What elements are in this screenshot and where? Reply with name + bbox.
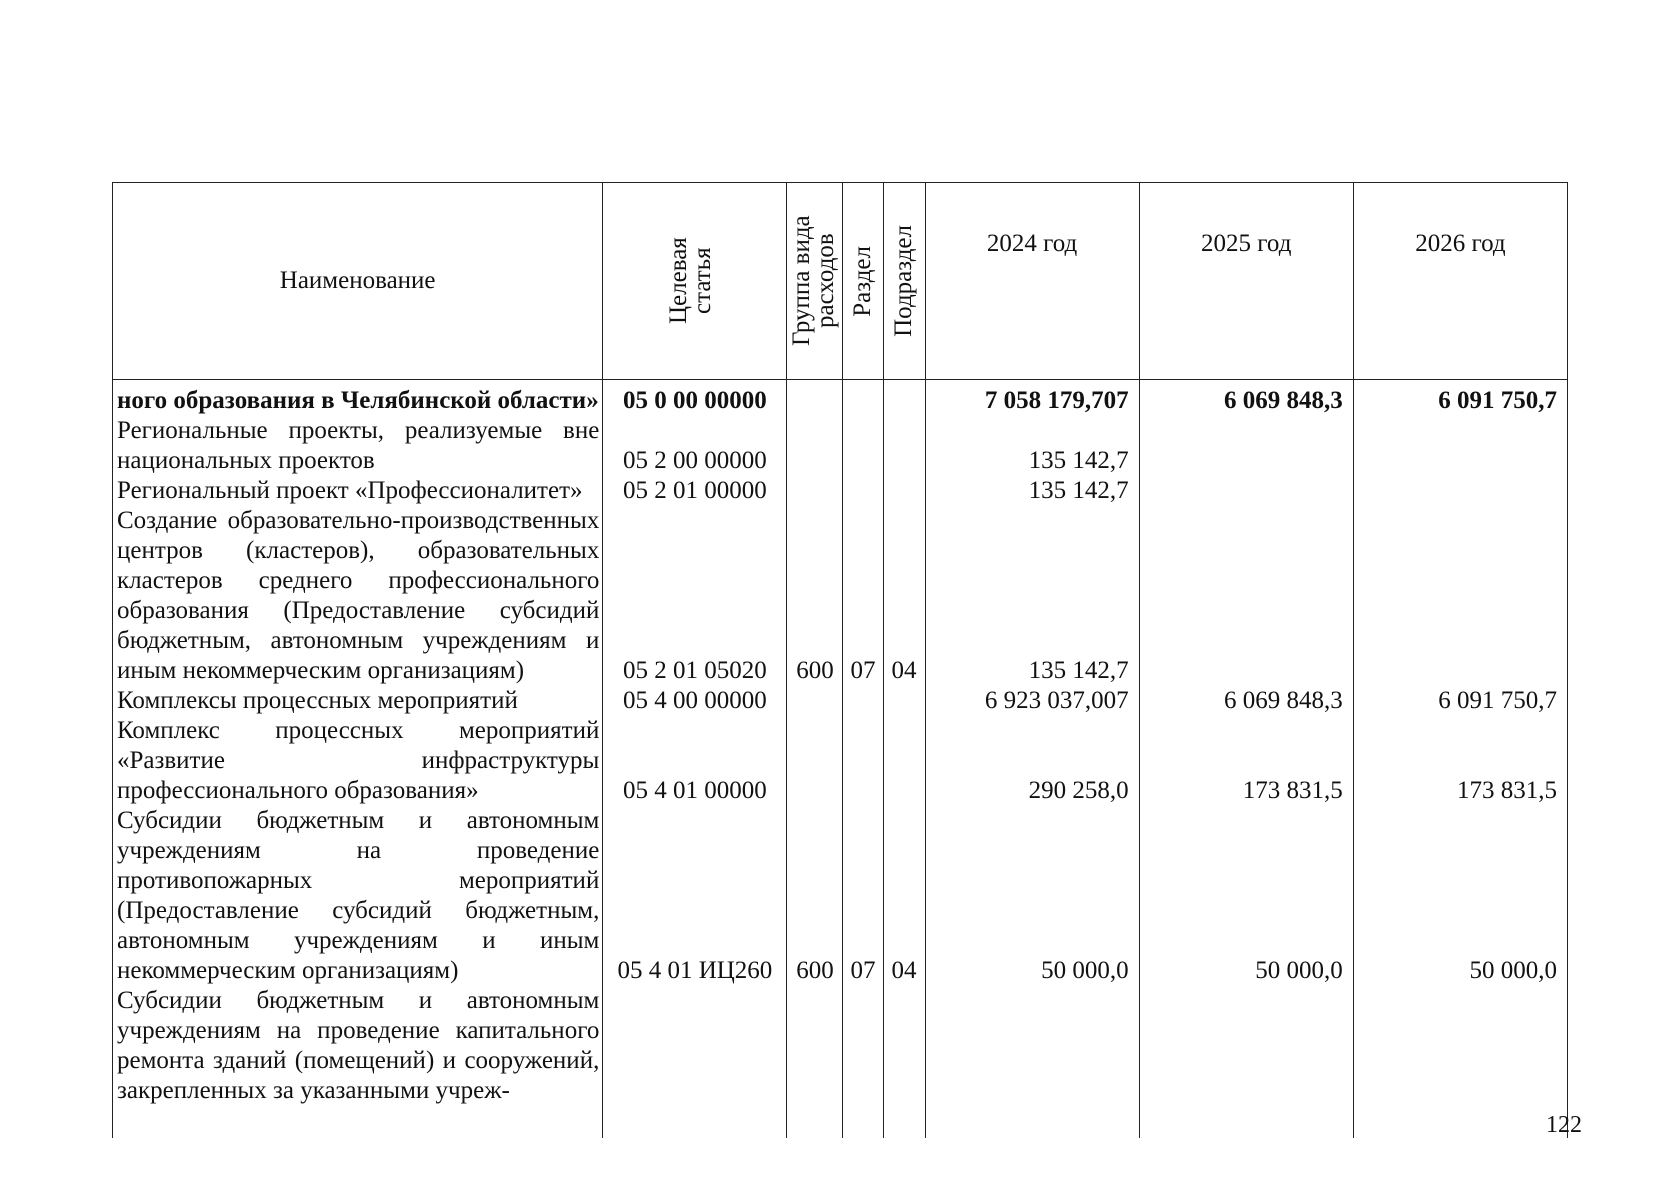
table-row [113,506,1568,686]
table-row [113,380,1568,417]
table-row [113,476,1568,506]
row-expense-group [787,716,843,806]
row-2025: 50 000,0 [1139,806,1353,986]
budget-table [112,182,1568,1138]
row-section [843,716,883,806]
row-2026: 6 091 750,7 [1353,686,1567,716]
row-2026 [1353,506,1567,686]
row-subsection: 04 [883,506,925,686]
row-2026: 173 831,5 [1353,716,1567,806]
row-target-article: 05 4 01 00000 [603,716,787,806]
row-section [843,380,883,417]
table-row [113,416,1568,476]
row-expense-group [787,416,843,476]
header-name: Наименование [113,183,603,380]
row-2025 [1139,506,1353,686]
row-section [843,416,883,476]
header-target-article: Целевая статья [603,183,787,380]
row-name: Комплексы процессных мероприятий [113,686,603,716]
table-row [113,686,1568,716]
header-section: Раздел [843,183,883,380]
row-target-article: 05 2 00 00000 [603,416,787,476]
header-2025: 2025 год [1139,183,1353,380]
row-name: Региональные проекты, реализуемые вне национальных проектов [113,416,603,476]
row-2024: 135 142,7 [925,416,1139,476]
row-name: Создание образовательно-производственных центров (кластеров), образовательных кластеров среднего профессионального образования (Предоставление субсидий бюджетным, автономным учреждениям и иным некоммерческим организациям) [113,506,603,686]
row-expense-group [787,986,843,1138]
row-name: Региональный проект «Профессионалитет» [113,476,603,506]
row-target-article: 05 4 01 ИЦ260 [603,806,787,986]
row-2025 [1139,416,1353,476]
row-2024: 6 923 037,007 [925,686,1139,716]
row-target-article: 05 4 00 00000 [603,686,787,716]
row-2025 [1139,986,1353,1138]
row-2024: 7 058 179,707 [925,380,1139,417]
row-name: Субсидии бюджетным и автономным учреждениям на проведение капитального ремонта зданий (помещений) и сооружений, закрепленных за указанными учреж- [113,986,603,1138]
row-2024: 290 258,0 [925,716,1139,806]
row-2026: 6 091 750,7 [1353,380,1567,417]
row-section [843,686,883,716]
row-target-article: 05 2 01 05020 [603,506,787,686]
row-2025 [1139,476,1353,506]
row-2026 [1353,416,1567,476]
row-expense-group: 600 [787,806,843,986]
budget-document-page [112,182,1568,1104]
row-2025: 6 069 848,3 [1139,380,1353,417]
row-subsection: 04 [883,806,925,986]
row-2026 [1353,476,1567,506]
row-subsection [883,716,925,806]
row-subsection [883,986,925,1138]
row-section [843,986,883,1138]
row-name: Комплекс процессных мероприятий «Развитие инфраструктуры профессионального образования» [113,716,603,806]
row-2024: 50 000,0 [925,806,1139,986]
row-expense-group [787,380,843,417]
table-header [113,183,1568,380]
row-section [843,476,883,506]
row-target-article: 05 0 00 00000 [603,380,787,417]
row-name: ного образования в Челябинской области» [113,380,603,417]
row-2024: 135 142,7 [925,506,1139,686]
row-2024 [925,986,1139,1138]
table-body [113,380,1568,1139]
row-expense-group [787,476,843,506]
row-2025: 173 831,5 [1139,716,1353,806]
row-subsection [883,416,925,476]
row-subsection [883,476,925,506]
row-subsection [883,686,925,716]
table-row [113,716,1568,806]
row-2024: 135 142,7 [925,476,1139,506]
table-row [113,806,1568,986]
table-row [113,986,1568,1138]
header-2026: 2026 год [1353,183,1567,380]
row-expense-group [787,686,843,716]
header-2024: 2024 год [925,183,1139,380]
row-target-article: 05 2 01 00000 [603,476,787,506]
page-number: 122 [1546,1112,1582,1138]
row-2025: 6 069 848,3 [1139,686,1353,716]
row-subsection [883,380,925,417]
header-subsection: Подраздел [883,183,925,380]
row-name: Субсидии бюджетным и автономным учреждениям на проведение противопожарных мероприятий (Предоставление субсидий бюджетным, автономным учреждениям и иным некоммерческим организациям) [113,806,603,986]
row-section: 07 [843,506,883,686]
row-expense-group: 600 [787,506,843,686]
header-expense-group: Группа вида расходов [787,183,843,380]
row-2026: 50 000,0 [1353,806,1567,986]
row-target-article [603,986,787,1138]
row-section: 07 [843,806,883,986]
